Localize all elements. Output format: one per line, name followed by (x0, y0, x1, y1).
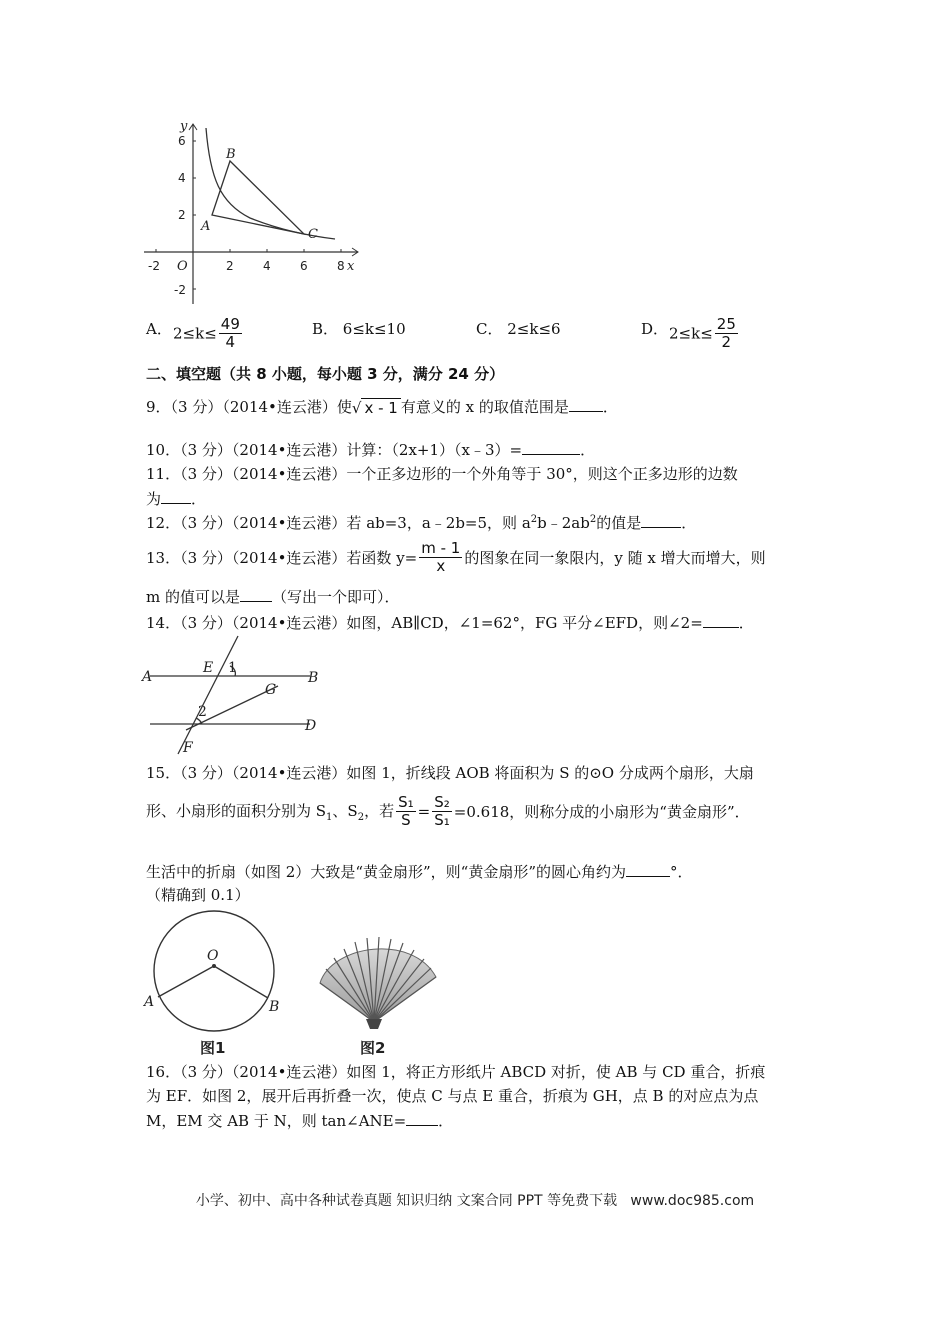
q8-option-b: B． 6≤k≤10 (312, 320, 406, 338)
q8-option-d-value: 2≤k≤ $\frac{25}{2}$ (669, 315, 736, 351)
question-15-line2: 形、小扇形的面积分别为 $S_1$、$S_2$，若 $\frac{\text{S₁}}{S}$ = $\frac{\text{S₂}}{\text{S₁}}$ =0.618，则称分成的小扇形为“黄金扇形”． (146, 793, 750, 829)
question-15-line3: 生活中的折扇（如图 2）大致是“黄金扇形”，则“黄金扇形”的圆心角约为 °． (146, 863, 693, 881)
x-tick: 2 (226, 259, 234, 273)
question-9: 9．（3 分）（2014•连云港）使√ x - 1 有意义的 x 的取值范围是 ． (146, 398, 618, 417)
point-b-label: B (226, 147, 236, 162)
question-16-line3: M，EM 交 AB 于 N，则 tan∠ANE= ． (146, 1112, 454, 1130)
origin-label: O (177, 259, 188, 274)
y-tick: 6 (178, 134, 186, 148)
q8-option-c: C． 2≤k≤6 (476, 320, 561, 338)
section-title: 二、填空题（共 8 小题，每小题 3 分，满分 24 分） (146, 365, 505, 383)
q8-option-a-value: 2≤k≤ $\frac{49}{4}$ (173, 315, 240, 351)
hyperbola-curve (206, 128, 335, 239)
y-tick: 4 (178, 171, 186, 185)
svg-text:1: 1 (228, 660, 237, 676)
figure-2-label: 图2 (360, 1039, 386, 1057)
fraction: $\frac{m - 1}{x}$ (421, 539, 461, 575)
q14-figure (140, 632, 330, 756)
svg-text:2: 2 (198, 704, 207, 720)
question-12: 12．（3 分）（2014•连云港）若 ab=3，a﹣2b=5，则 $a^2b﹣2ab^2$的值是 ． (146, 514, 697, 532)
point-a-label: A (201, 219, 211, 234)
transversal-ef (178, 636, 238, 754)
question-13: 13．（3 分）（2014•连云港）若函数 y= $\frac{m - 1}{x}$ 的图象在同一象限内，y 随 x 增大而增大，则 (146, 539, 766, 575)
question-10: 10．（3 分）（2014•连云港）计算：（2x+1）（x﹣3）= ． (146, 441, 596, 459)
fraction: $\frac{\text{S₂}}{\text{S₁}}$ (434, 793, 450, 829)
sqrt: √ x - 1 (352, 399, 401, 417)
svg-text:B: B (308, 670, 319, 686)
question-16-line2: 为 EF．如图 2，展开后再折叠一次，使点 C 与点 E 重合，折痕为 GH，点 B 的对应点为点 (146, 1087, 759, 1105)
svg-text:A: A (144, 994, 155, 1010)
question-11-line1: 11．（3 分）（2014•连云港）一个正多边形的一个外角等于 30°，则这个正多边形的边数 (146, 465, 738, 483)
svg-text:E: E (203, 660, 214, 676)
y-tick: 2 (178, 208, 186, 222)
x-tick: 8 (337, 259, 345, 273)
question-16-line1: 16．（3 分）（2014•连云港）如图 1，将正方形纸片 ABCD 对折，使 AB 与 CD 重合，折痕 (146, 1063, 766, 1081)
svg-text:B: B (269, 999, 280, 1015)
y-tick: -2 (174, 283, 186, 297)
svg-text:F: F (183, 740, 193, 756)
svg-text:D: D (305, 718, 317, 734)
question-13-line2: m 的值可以是 （写出一个即可）． (146, 588, 400, 606)
q8-graph (140, 118, 370, 310)
q15-figure-2 (312, 925, 442, 1057)
x-axis-label: x (347, 259, 355, 274)
figure-1-label: 图1 (200, 1039, 226, 1057)
svg-text:O: O (207, 948, 219, 964)
svg-text:A: A (142, 669, 153, 685)
question-15-line4: （精确到 0.1） (146, 886, 250, 904)
q15-figure-1 (140, 908, 300, 1058)
page-footer: 小学、初中、高中各种试卷真题 知识归纳 文案合同 PPT 等免费下载 www.doc985.com (195, 1193, 755, 1209)
x-tick: 4 (263, 259, 271, 273)
q8-option-a: A． (146, 320, 172, 338)
fraction: $\frac{49}{4}$ (220, 315, 240, 351)
point-c-label: C (308, 227, 318, 242)
question-14: 14．（3 分）（2014•连云港）如图，AB∥CD，∠1=62°，FG 平分∠EFD，则∠2= ． (146, 614, 754, 632)
fraction: $\frac{25}{2}$ (716, 315, 736, 351)
question-15-line1: 15．（3 分）（2014•连云港）如图 1，折线段 AOB 将面积为 S 的⊙O 分成两个扇形，大扇 (146, 764, 754, 782)
y-axis-label: y (180, 119, 188, 134)
svg-text:G: G (265, 682, 277, 698)
q8-option-d: D． (641, 320, 669, 338)
x-tick: 6 (300, 259, 308, 273)
x-tick: -2 (148, 259, 160, 273)
question-11-line2: 为 ． (146, 490, 207, 508)
fraction: $\frac{\text{S₁}}{S}$ (398, 793, 414, 829)
